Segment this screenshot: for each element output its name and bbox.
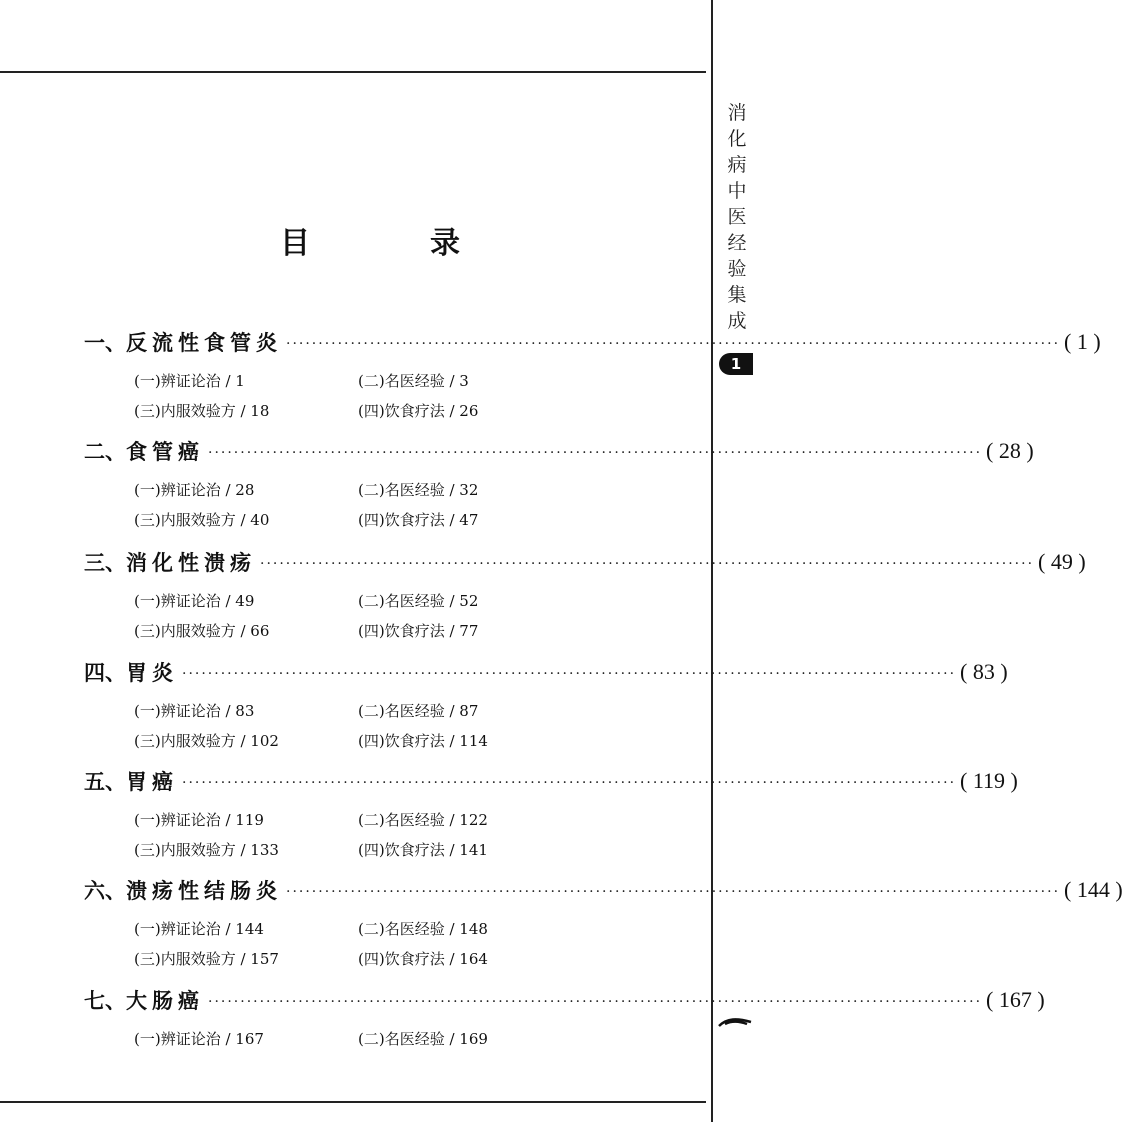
toc-subsection-entry: (一)辨证论治 / 49 — [134, 592, 255, 610]
chapter-number: 二、 — [84, 439, 126, 464]
toc-subsection-entry: (二)名医经验 / 148 — [358, 920, 488, 938]
toc-subsection-line — [134, 509, 654, 531]
toc-subsection-entry: (二)名医经验 / 32 — [358, 481, 479, 499]
sidebar-title-char: 验 — [727, 258, 747, 280]
sidebar-title-char: 病 — [727, 154, 747, 176]
toc-subsection-entry: (二)名医经验 / 122 — [358, 811, 488, 829]
sidebar-title-char: 经 — [727, 232, 747, 254]
toc-subsection-line — [134, 1028, 654, 1050]
toc-subsection-entry: (四)饮食疗法 / 47 — [358, 511, 479, 529]
toc-subsection-entry: (四)饮食疗法 / 77 — [358, 622, 479, 640]
toc-subsection-entry: (二)名医经验 / 169 — [358, 1030, 488, 1048]
toc-subsection-entry: (三)内服效验方 / 40 — [134, 511, 270, 529]
toc-chapter-row — [84, 434, 1034, 468]
toc-subsection-entry: (三)内服效验方 / 66 — [134, 622, 270, 640]
toc-chapter-row — [84, 545, 1086, 579]
toc-subsection-entry: (一)辨证论治 / 144 — [134, 920, 264, 938]
toc-subsection-line — [134, 479, 654, 501]
chapter-title: 反流性食管炎 — [126, 330, 282, 355]
toc-subsection-line — [134, 620, 654, 642]
toc-subsection-line — [134, 809, 654, 831]
toc-subsection-entry: (四)饮食疗法 / 164 — [358, 950, 488, 968]
chapter-number: 五、 — [84, 769, 126, 794]
toc-subsection-entry: (三)内服效验方 / 157 — [134, 950, 279, 968]
page-title-char: 目 — [280, 226, 310, 261]
page-title-char: 录 — [430, 226, 460, 261]
toc-subsection-line — [134, 948, 654, 970]
toc-subsection-entry: (一)辨证论治 / 167 — [134, 1030, 264, 1048]
decorative-swirl-icon — [717, 1012, 753, 1034]
toc-subsection-entry: (二)名医经验 / 3 — [358, 372, 469, 390]
sidebar-title-char: 中 — [727, 180, 747, 202]
dot-leader: ························································································································ — [286, 336, 1061, 352]
dot-leader: ························································································································ — [260, 556, 1035, 572]
toc-subsection-line — [134, 700, 654, 722]
chapter-title: 胃癌 — [126, 769, 178, 794]
toc-subsection-entry: (一)辨证论治 / 28 — [134, 481, 255, 499]
toc-chapter-row — [84, 655, 1008, 689]
toc-subsection-entry: (一)辨证论治 / 83 — [134, 702, 255, 720]
toc-subsection-entry: (二)名医经验 / 52 — [358, 592, 479, 610]
dot-leader: ························································································································ — [208, 445, 983, 461]
sidebar-title-char: 医 — [727, 206, 747, 228]
toc-subsection-line — [134, 400, 654, 422]
toc-subsection-line — [134, 730, 654, 752]
chapter-page-number: ( 119 ) — [960, 768, 1018, 793]
chapter-title: 溃疡性结肠炎 — [126, 878, 282, 903]
dot-leader: ························································································································ — [208, 994, 983, 1010]
sidebar-title-char: 消 — [727, 102, 747, 124]
toc-subsection-line — [134, 370, 654, 392]
page-number-badge: 1 — [719, 353, 753, 375]
toc-chapter-row — [84, 983, 1045, 1017]
sidebar-title-char: 集 — [727, 284, 747, 306]
toc-subsection-entry: (一)辨证论治 / 119 — [134, 811, 264, 829]
dot-leader: ························································································································ — [182, 666, 957, 682]
chapter-title: 大肠癌 — [126, 988, 204, 1013]
toc-subsection-line — [134, 918, 654, 940]
dot-leader: ························································································································ — [286, 884, 1061, 900]
dot-leader: ························································································································ — [182, 775, 957, 791]
chapter-page-number: ( 49 ) — [1038, 549, 1086, 574]
chapter-page-number: ( 144 ) — [1064, 877, 1123, 902]
top-rule — [0, 71, 706, 73]
chapter-page-number: ( 83 ) — [960, 659, 1008, 684]
toc-subsection-entry: (四)饮食疗法 / 141 — [358, 841, 488, 859]
toc-subsection-line — [134, 590, 654, 612]
toc-subsection-entry: (二)名医经验 / 87 — [358, 702, 479, 720]
toc-chapter-row — [84, 325, 1101, 359]
toc-chapter-row — [84, 873, 1123, 907]
toc-subsection-entry: (三)内服效验方 / 102 — [134, 732, 279, 750]
chapter-number: 三、 — [84, 550, 126, 575]
toc-subsection-line — [134, 839, 654, 861]
chapter-page-number: ( 167 ) — [986, 987, 1045, 1012]
toc-chapter-row — [84, 764, 1018, 798]
bottom-rule — [0, 1101, 706, 1103]
toc-subsection-entry: (三)内服效验方 / 133 — [134, 841, 279, 859]
toc-subsection-entry: (三)内服效验方 / 18 — [134, 402, 270, 420]
chapter-title: 消化性溃疡 — [126, 550, 256, 575]
chapter-title: 胃炎 — [126, 660, 178, 685]
chapter-title: 食管癌 — [126, 439, 204, 464]
page-title — [280, 218, 460, 262]
sidebar-book-title — [723, 100, 751, 334]
toc-subsection-entry: (一)辨证论治 / 1 — [134, 372, 245, 390]
sidebar-title-char: 化 — [727, 128, 747, 150]
chapter-page-number: ( 1 ) — [1064, 329, 1101, 354]
chapter-number: 七、 — [84, 988, 126, 1013]
chapter-page-number: ( 28 ) — [986, 438, 1034, 463]
toc-subsection-entry: (四)饮食疗法 / 114 — [358, 732, 488, 750]
toc-subsection-entry: (四)饮食疗法 / 26 — [358, 402, 479, 420]
chapter-number: 四、 — [84, 660, 126, 685]
sidebar-title-char: 成 — [727, 310, 747, 332]
chapter-number: 一、 — [84, 330, 126, 355]
chapter-number: 六、 — [84, 878, 126, 903]
